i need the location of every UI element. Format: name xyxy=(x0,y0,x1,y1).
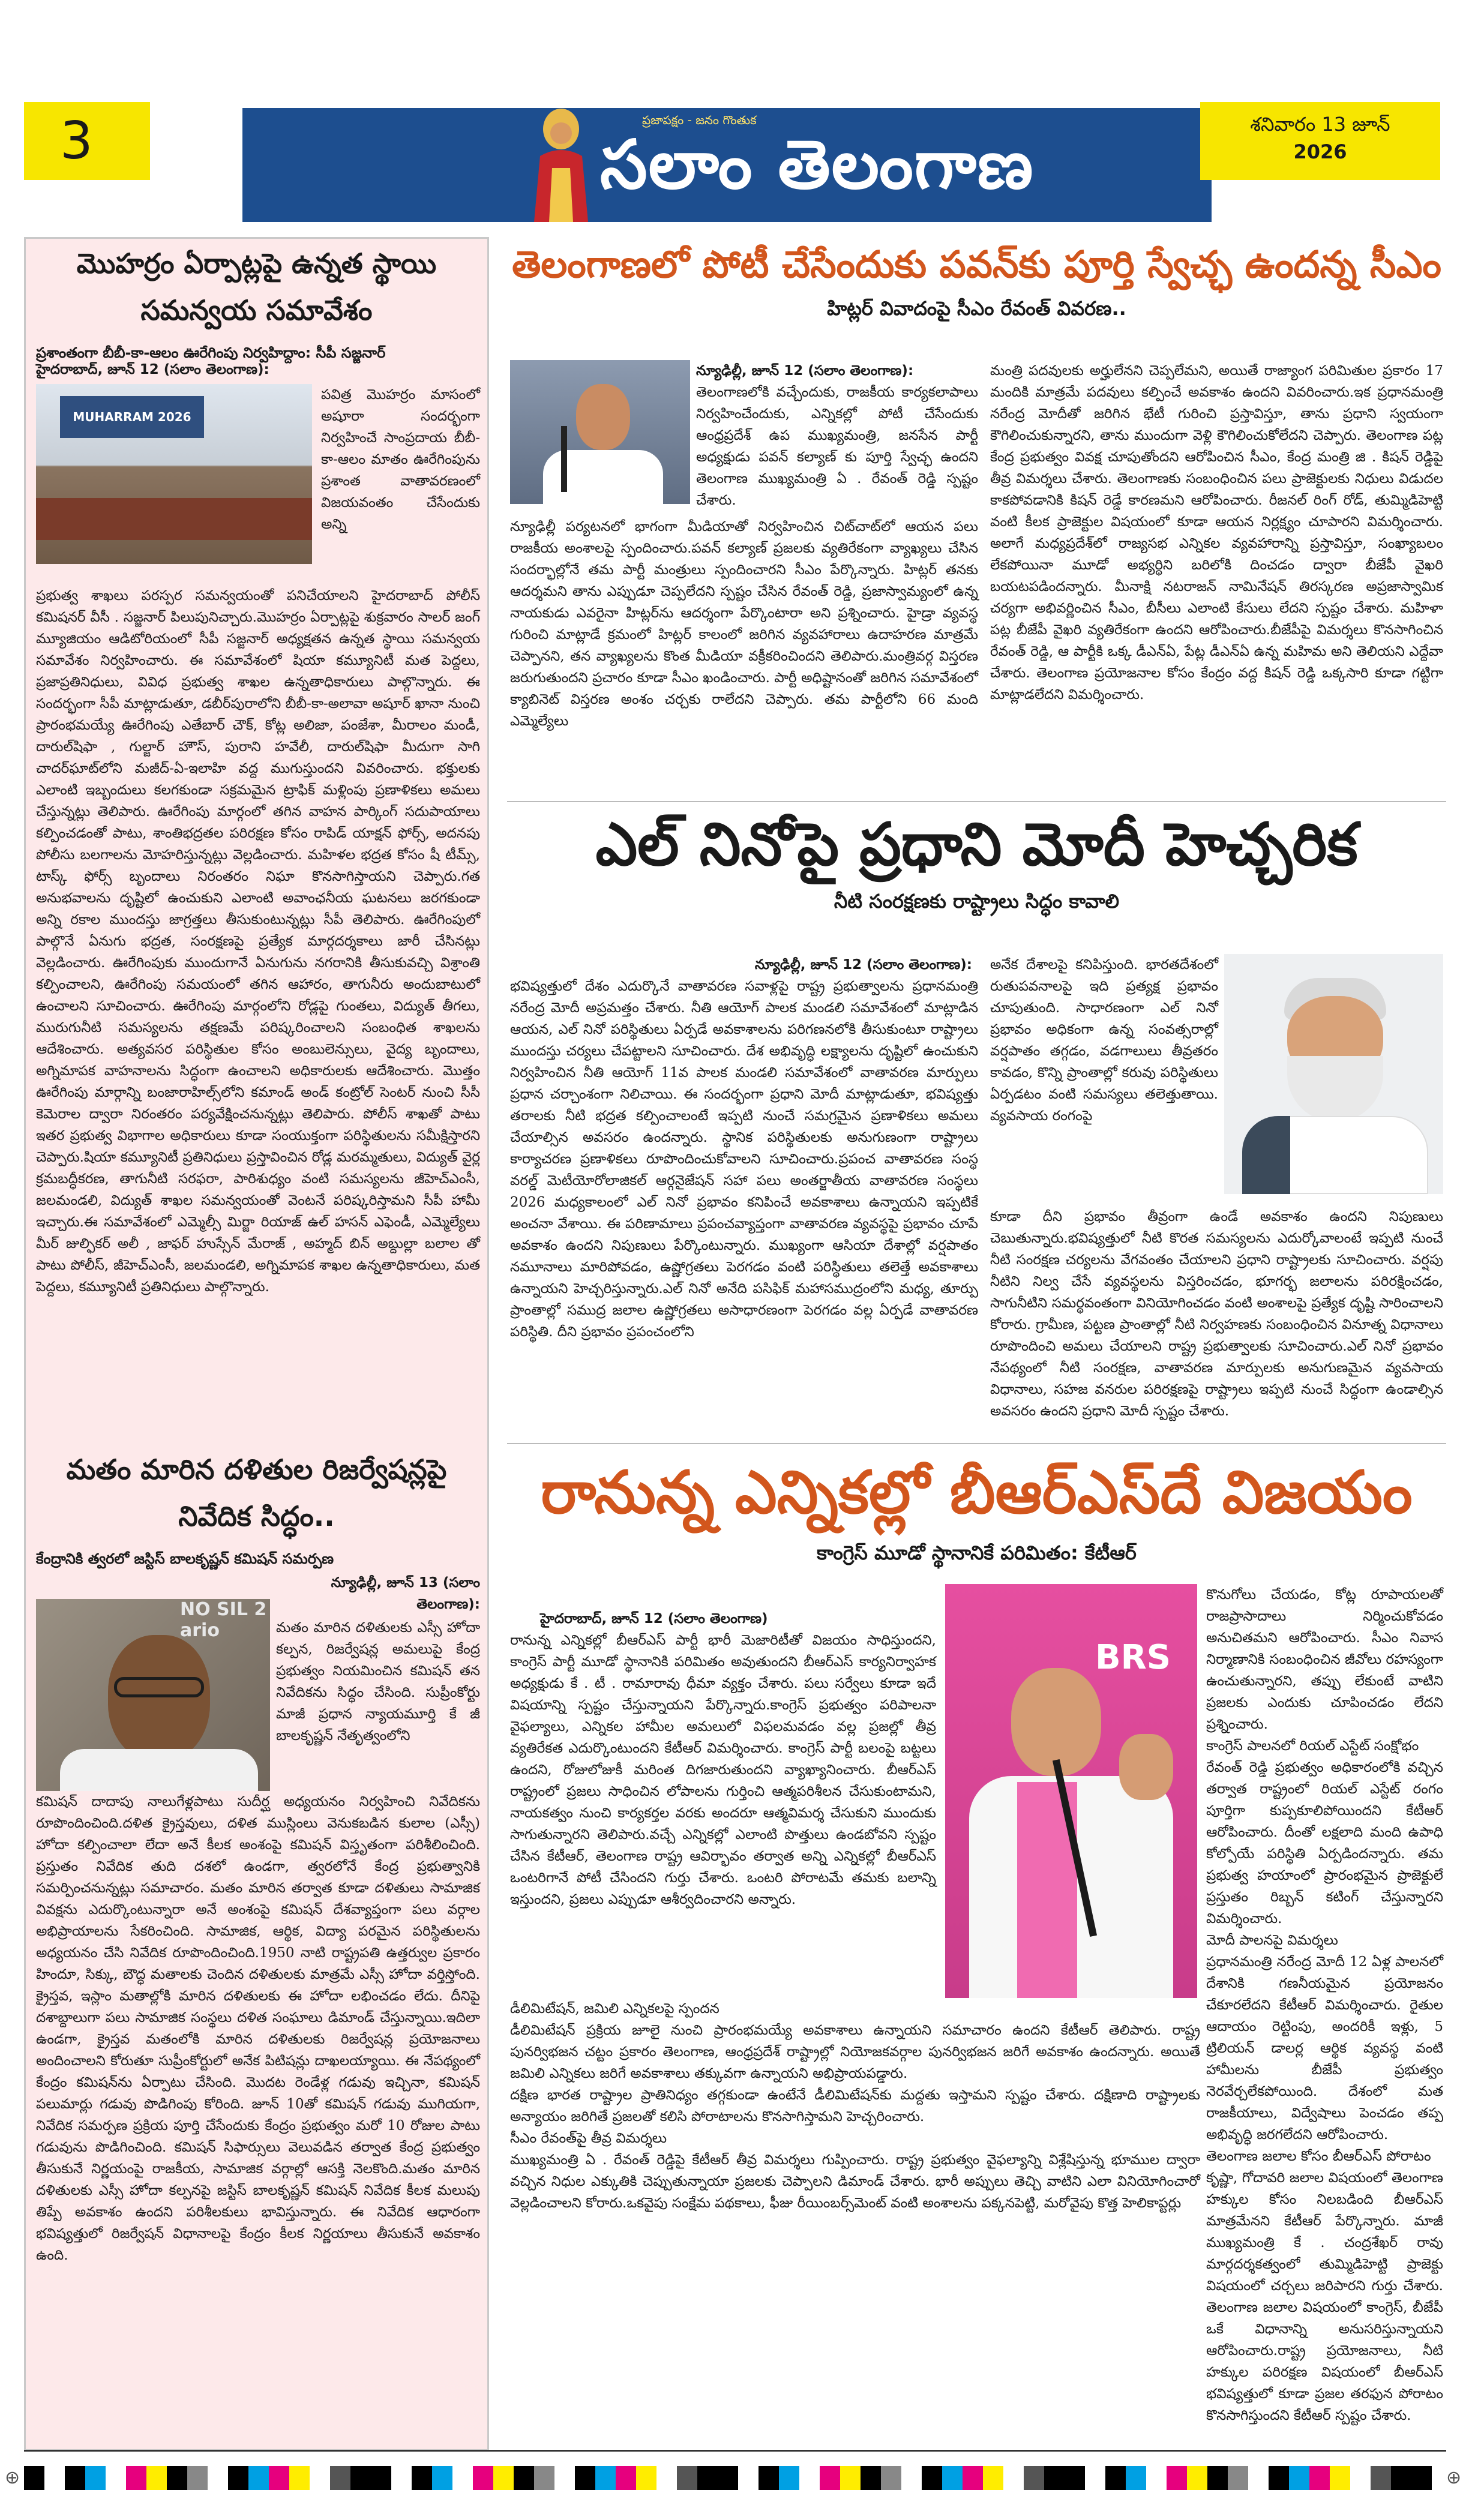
story-2-headline: ఎల్ నినోపై ప్రధాని మోదీ హెచ్చరిక xyxy=(595,811,1358,879)
story-2-body-col2-top: అనేక దేశాలపై కనిపిస్తుంది. భారతదేశంలో రుతుపవనాలపై ఇది ప్రత్యక్ష ప్రభావం చూపుతుంది. సాధారణంగా ఎల్ నినో ప్రభావం అధికంగా ఉన్న సంవత్సరాల్లో వర్షపాతం తగ్గడం, వడగాలులు తీవ్రతరం కావడం, కొన్ని ప్రాంతాల్లో కరువు పరిస్థితులు ఏర్పడటం వంటి సమస్యలు తలెత్తుతాయి. వ్యవసాయ రంగంపై xyxy=(990,957,1218,1124)
color-swatch xyxy=(248,2466,269,2490)
color-swatch xyxy=(1411,2466,1432,2490)
story-1-body-col1: న్యూఢిల్లీ పర్యటనలో భాగంగా మీడియాతో నిర్వహించిన చిట్‌చాట్‌లో ఆయన పలు రాజకీయ అంశాలపై స్పందించారు.పవన్ కల్యాణ్ ప్రజలకు వ్యతిరేకంగా వ్యాఖ్యలు చేసిన సందర్భాల్లోనే తమ పార్టీ మంత్రులు స్పందించారని సీఎం పేర్కొన్నారు. హిట్లర్ తనకు ఆదర్శమని తాను ఎప్పుడూ చెప్పలేదని స్పష్టం చేసిన రేవంత్ రెడ్డి, ప్రజాస్వామ్యంలో ఉన్న నాయకుడు ఎవరైనా హిట్లర్‌ను ఆదర్శంగా పేర్కొంటారా అని ప్రశ్నించారు. హైడ్రా వ్యవస్థ గురించి మాట్లాడే క్రమంలో హిట్లర్ కాలంలో జరిగిన వ్యవహారాలు ఉదాహరణ మాత్రమే చెప్పానని, తన వ్యాఖ్యలను కొంత మీడియా వక్రీకరించిందని తెలిపారు.మంత్రివర్గ విస్తరణ జరుగుతుందని ప్రచారం కూడా సీఎం ఖండించారు. పార్టీ అధిష్టానంతో జరిగిన సమావేశంలో క్యాబినెట్ విస్తరణ అంశం చర్చకు రాలేదని చెప్పారు. తమ పార్టీలోని 66 మంది ఎమ్మెల్యేలు xyxy=(510,519,978,729)
color-swatch xyxy=(881,2466,901,2490)
color-swatch xyxy=(656,2466,677,2490)
story-2-subheadline: నీటి సంరక్షణకు రాష్ట్రాలు సిద్ధం కావాలి xyxy=(834,890,1120,913)
color-swatch xyxy=(534,2466,554,2490)
justice-balakrishnan-photo xyxy=(36,1599,270,1791)
color-swatch xyxy=(575,2466,595,2490)
color-swatch xyxy=(697,2466,718,2490)
color-swatch xyxy=(65,2466,85,2490)
microphone-icon xyxy=(561,426,567,492)
color-swatch xyxy=(269,2466,289,2490)
section-divider xyxy=(507,1443,1446,1444)
color-swatch xyxy=(677,2466,697,2490)
color-swatch xyxy=(1167,2466,1187,2490)
color-swatch xyxy=(1187,2466,1207,2490)
color-swatch xyxy=(554,2466,575,2490)
color-swatch xyxy=(779,2466,799,2490)
masthead-tagline: ప్రజాపక్షం - జనం గొంతుక xyxy=(642,113,757,127)
color-swatch xyxy=(1105,2466,1126,2490)
color-swatch xyxy=(412,2466,432,2490)
page-bottom-rule xyxy=(24,2450,1446,2452)
story-2-dateline: న్యూఢిల్లీ, జూన్ 12 (సలాం తెలంగాణ): xyxy=(754,957,972,973)
color-swatch xyxy=(1371,2466,1391,2490)
color-swatch xyxy=(636,2466,656,2490)
color-swatch xyxy=(187,2466,208,2490)
color-swatch xyxy=(759,2466,779,2490)
section-divider xyxy=(507,801,1446,802)
photo-poster-text: NO SIL 2 ario xyxy=(180,1599,267,1641)
color-swatch xyxy=(371,2466,391,2490)
color-swatch xyxy=(901,2466,922,2490)
story-1-intro: తెలంగాణలోకి వచ్చేందుకు, రాజకీయ కార్యకలాపాలు నిర్వహించేందుకు, ఎన్నికల్లో పోటీ చేసేందుకు ఆంధ్రప్రదేశ్ ఉప ముఖ్యమంత్రి, జనసేన పార్టీ అధ్యక్షుడు పవన్ కల్యాణ్ కు పూర్తి స్వేచ్ఛ ఉందని తెలంగాణ ముఖ్యమంత్రి ఏ . రేవంత్ రెడ్డి స్పష్టం చేశారు. xyxy=(696,385,978,508)
photo-hand xyxy=(1119,1734,1173,1800)
color-swatch xyxy=(718,2466,738,2490)
left-story-1-intro: పవిత్ర మొహర్రం మాసంలో అషూరా సందర్భంగా నిర్వహించే సాంప్రదాయ బీబీ-కా-ఆలం మాతం ఊరేగింపును ప్రశాంత వాతావరణంలో విజయవంతం చేసేందుకు అన్ని xyxy=(321,387,480,532)
story-1-dateline: న్యూఢిల్లీ, జూన్ 12 (సలాం తెలంగాణ): xyxy=(696,363,914,379)
color-swatch xyxy=(473,2466,493,2490)
story-3-body-col2: కొనుగోలు చేయడం, కోట్ల రూపాయలతో రాజప్రాసాదాలు నిర్మించుకోవడం అనుచితమని ఆరోపించారు. సీఎం నివాస నిర్మాణానికి సంబంధించిన జీవోలు రహస్యంగా ఉంచుతున్నారని, తప్పు లేకుంటే వాటిని ప్రజలకు ఎందుకు చూపించడం లేదని ప్రశ్నించారు. కాంగ్రెస్ పాలనలో రియల్ ఎస్టేట్ సంక్షోభం రేవంత్ రెడ్డి ప్రభుత్వం అధికారంలోకి వచ్చిన తర్వాత రాష్ట్రంలో రియల్ ఎస్టేట్ రంగం పూర్తిగా కుప్పకూలిపోయిందని కేటీఆర్ ఆరోపించారు. దీంతో లక్షలాది మంది ఉపాధి కోల్పోయే పరిస్థితి ఏర్పడిందన్నారు. తమ ప్రభుత్వ హయాంలో ప్రారంభమైన ప్రాజెక్టులే ప్రస్తుతం రిబ్బన్ కటింగ్ చేస్తున్నారని విమర్శించారు. మోదీ పాలనపై విమర్శలు ప్రధానమంత్రి నరేంద్ర మోదీ 12 ఏళ్ల పాలనలో దేశానికి గణనీయమైన ప్రయోజనం చేకూరలేదని కేటీఆర్ విమర్శించారు. రైతుల ఆదాయం రెట్టింపు, అందరికీ ఇళ్లు, 5 ట్రిలియన్ డాలర్ల ఆర్థిక వ్యవస్థ వంటి హామీలను బీజేపీ ప్రభుత్వం నెరవేర్చలేకపోయింది. దేశంలో మత రాజకీయాలు, విద్వేషాలు పెంచడం తప్ప అభివృద్ధి జరగలేదని ఆరోపించారు. తెలంగాణ జలాల కోసం బీఆర్‌ఎస్ పోరాటం కృష్ణా, గోదావరి జలాల విషయంలో తెలంగాణ హక్కుల కోసం నిలబడింది బీఆర్‌ఎస్ మాత్రమేనని కేటీఆర్ పేర్కొన్నారు. మాజీ ముఖ్యమంత్రి కే . చంద్రశేఖర్ రావు మార్గదర్శకత్వంలో తుమ్మిడిహెట్టి ప్రాజెక్టు విషయంలో చర్చలు జరిపారని గుర్తు చేశారు. తెలంగాణ జలాల విషయంలో కాంగ్రెస్, బీజేపీ ఒకే విధానాన్ని అనుసరిస్తున్నాయని ఆరోపించారు.రాష్ట్ర ప్రయోజనాలు, నీటి హక్కుల పరిరక్షణ విషయంలో బీఆర్‌ఎస్ భవిష్యత్తులో కూడా ప్రజల తరఫున పోరాటం కొనసాగిస్తుందని కేటీఆర్ స్పష్టం చేశారు. xyxy=(1206,1587,1443,2423)
color-swatch xyxy=(44,2466,65,2490)
color-swatch xyxy=(146,2466,167,2490)
color-swatch xyxy=(1065,2466,1085,2490)
brs-logo-text: BRS xyxy=(1095,1638,1171,1677)
muharram-meeting-photo xyxy=(36,384,312,564)
left-story-2-intro: మతం మారిన దళితులకు ఎస్సీ హోదా కల్పన, రిజర్వేషన్ల అమలుపై కేంద్ర ప్రభుత్వం నియమించిన కమిషన్ తన నివేదికను సిద్ధం చేసింది. సుప్రీంకోర్టు మాజీ ప్రధాన న్యాయమూర్తి కే జీ బాలకృష్ణన్ నేతృత్వంలోని xyxy=(276,1620,480,1744)
color-swatch xyxy=(861,2466,881,2490)
registration-mark-icon: ⊕ xyxy=(5,2467,20,2488)
photo-banner xyxy=(60,396,204,438)
color-swatch xyxy=(350,2466,371,2490)
color-swatch xyxy=(514,2466,534,2490)
color-swatch xyxy=(1003,2466,1024,2490)
color-swatch xyxy=(24,2466,44,2490)
color-swatch xyxy=(1248,2466,1269,2490)
left-story-2-dateline: న్యూఢిల్లీ, జూన్ 13 (సలాం తెలంగాణ): xyxy=(331,1575,480,1612)
color-swatch xyxy=(595,2466,616,2490)
photo-table xyxy=(36,498,312,540)
goddess-emblem-icon xyxy=(528,96,594,222)
pm-modi-photo xyxy=(1224,954,1443,1194)
left-story-1-headline: మొహర్రం ఏర్పాట్లపై ఉన్నత స్థాయి సమన్వయ సమావేశం xyxy=(76,247,437,326)
glasses-icon xyxy=(114,1677,204,1697)
color-swatch xyxy=(228,2466,248,2490)
color-swatch xyxy=(616,2466,636,2490)
registration-mark-icon: ⊕ xyxy=(1446,2467,1462,2488)
story-1-subheadline: హిట్లర్ వివాదంపై సీఎం రేవంత్ వివరణ.. xyxy=(827,297,1126,320)
page-number: 3 xyxy=(60,111,93,171)
story-2-body-col2-bottom: కూడా దీని ప్రభావం తీవ్రంగా ఉండే అవకాశం ఉందని నిపుణులు చెబుతున్నారు.భవిష్యత్తులో నీటి కొరత సమస్యలను ఎదుర్కోవాలంటే ఇప్పటి నుంచే నీటి సంరక్షణ చర్యలను వేగవంతం చేయాలని ప్రధాని రాష్ట్రాలకు సూచించారు. వర్షపు నీటిని నిల్వ చేసే వ్యవస్థలను విస్తరించడం, భూగర్భ జలాలను పరిరక్షించడం, సాగునీటిని సమర్థవంతంగా వినియోగించడం వంటి అంశాలపై ప్రత్యేక దృష్టి సారించాలని కోరారు. గ్రామీణ, పట్టణ ప్రాంతాల్లో నీటి నిర్వహణకు సంబంధించిన వినూత్న విధానాలు రూపొందించి అమలు చేయాలని రాష్ట్ర ప్రభుత్వాలకు సూచించారు.ఎల్ నినో ప్రభావం నేపథ్యంలో నీటి సంరక్షణ, వాతావరణ మార్పులకు అనుగుణమైన వ్యవసాయ విధానాలు, సహజ వనరుల పరిరక్షణపై రాష్ట్రాలు ఇప్పటి నుంచే సిద్ధంగా ఉండాల్సిన అవసరం ఉందని ప్రధాని మోదీ స్పష్టం చేశారు. xyxy=(990,1209,1443,1419)
date-line-1: శనివారం 13 జూన్ xyxy=(1250,113,1390,136)
masthead-title: సలాం తెలంగాణ xyxy=(600,126,1035,204)
color-swatch xyxy=(738,2466,759,2490)
color-swatch xyxy=(289,2466,310,2490)
left-story-2-subheadline: కేంద్రానికి త్వరలో జస్టిస్ బాలకృష్ణన్ కమిషన్ సమర్పణ xyxy=(36,1550,334,1567)
color-swatch xyxy=(799,2466,820,2490)
color-swatch xyxy=(106,2466,126,2490)
story-2-body-col1: భవిష్యత్తులో దేశం ఎదుర్కొనే వాతావరణ సవాళ్లపై రాష్ట్ర ప్రభుత్వాలను ప్రధానమంత్రి నరేంద్ర మోదీ అప్రమత్తం చేశారు. నీతి ఆయోగ్ పాలక మండలి సమావేశంలో మాట్లాడిన ఆయన, ఎల్ నినో పరిస్థితులు ఏర్పడే అవకాశాలను పరిగణనలోకి తీసుకుంటూ రాష్ట్రాలు ముందస్తు చర్యలు చేపట్టాలని సూచించారు. దేశ అభివృద్ధి లక్ష్యాలను దృష్టిలో ఉంచుకుని నిర్వహించిన నీతి ఆయోగ్ 11వ పాలక మండలి సమావేశంలో వాతావరణ మార్పులు ప్రధాన చర్చాంశంగా నిలిచాయి. ఈ సందర్భంగా ప్రధాని మోదీ మాట్లాడుతూ, భవిష్యత్తు తరాలకు నీటి భద్రత కల్పించాలంటే ఇప్పటి నుంచే సమగ్రమైన ప్రణాళికలు అమలు చేయాల్సిన అవసరం ఉందన్నారు. స్థానిక పరిస్థితులకు అనుగుణంగా రాష్ట్రాలు కార్యాచరణ ప్రణాళికలు రూపొందించుకోవాలని సూచించారు.ప్రపంచ వాతావరణ సంస్థ వరల్డ్ మెటీయోరోలాజికల్ ఆర్గనైజేషన్ సహా పలు అంతర్జాతీయ వాతావరణ సంస్థలు 2026 మధ్యకాలంలో ఎల్ నినో ప్రభావం కనిపించే అవకాశాలు ఉన్నాయని ఇప్పటికే అంచనా వేశాయి. ఈ పరిణామాలు ప్రపంచవ్యాప్తంగా వాతావరణ వ్యవస్థపై ప్రభావం చూపే అవకాశం ఉందని నిపుణులు పేర్కొంటున్నారు. ముఖ్యంగా ఆసియా దేశాల్లో వర్షపాతం నమూనాలు మారిపోవడం, ఉష్ణోగ్రతలు పెరగడం వంటి పరిస్థితులు తలెత్తే అవకాశాలు ఉన్నాయని హెచ్చరిస్తున్నారు.ఎల్ నినో అనేది పసిఫిక్ మహాసముద్రంలోని మధ్య, తూర్పు ప్రాంతాల్లో సముద్ర జలాల ఉష్ణోగ్రతలు అసాధారణంగా పెరగడం వల్ల ఏర్పడే వాతావరణ పరిస్థితి. దీని ప్రభావం ప్రపంచంలోని xyxy=(510,979,978,1340)
date-box xyxy=(1200,102,1440,180)
color-swatch xyxy=(391,2466,412,2490)
page-number-box xyxy=(24,102,150,180)
left-story-1-dateline: హైదరాబాద్, జూన్ 12 (సలాం తెలంగాణ): xyxy=(36,362,269,377)
story-3-dateline: హైదరాబాద్, జూన్ 12 (సలాం తెలంగాణ) xyxy=(540,1611,768,1627)
color-swatch xyxy=(1269,2466,1289,2490)
left-story-2-headline: మతం మారిన దళితుల రిజర్వేషన్లపై నివేదిక సిద్ధం.. xyxy=(66,1453,447,1532)
color-swatch xyxy=(1024,2466,1044,2490)
photo-banner-text: MUHARRAM 2026 xyxy=(73,410,191,424)
story-1-headline: తెలంగాణలో పోటీ చేసేందుకు పవన్‌కు పూర్తి స్వేచ్ఛ ఉందన్న సీఎం xyxy=(512,242,1441,286)
color-swatch xyxy=(1330,2466,1350,2490)
color-swatch xyxy=(1350,2466,1371,2490)
color-swatch xyxy=(1044,2466,1065,2490)
photo-jacket xyxy=(1242,1116,1290,1194)
color-swatch xyxy=(1146,2466,1167,2490)
left-story-1-body: ప్రభుత్వ శాఖలు పరస్పర సమన్వయంతో పనిచేయాలని హైదరాబాద్ పోలీస్ కమిషనర్ వీసీ . సజ్జనార్ పిలుపునిచ్చారు.మొహర్రం ఏర్పాట్లపై శుక్రవారం సాలర్ జంగ్ మ్యూజియం ఆడిటోరియంలో సీపీ సజ్జనార్ అధ్యక్షతన ఉన్నత స్థాయి సమన్వయ సమావేశం నిర్వహించారు. ఈ సమావేశంలో షియా కమ్యూనిటీ మత పెద్దలు, ప్రజాప్రతినిధులు, వివిధ ప్రభుత్వ శాఖల ఉన్నతాధికారులు పాల్గొన్నారు. ఈ సందర్భంగా సీపీ మాట్లాడుతూ, డబీర్‌పురాలోని బీబీ-కా-అలావా అషూర్ ఖానా నుంచి ప్రారంభమయ్యే ఊరేగింపు ఎతేబార్ చౌక్, కోట్ల అలిజా, పంజేశా, మీరాలం మండీ, దారుల్‌షిఫా , గుల్జార్ హౌస్, పురాని హవేలీ, దారుల్‌షిఫా మీదుగా సాగి చాదర్‌ఘాట్‌లోని మజీద్-ఏ-ఇలాహి వద్ద ముగుస్తుందని వివరించారు. భక్తులకు ఎలాంటి ఇబ్బందులు కలగకుండా సక్రమమైన ట్రాఫిక్ మళ్లింపు ప్రణాళికలు అమలు చేస్తున్నట్లు తెలిపారు. ఊరేగింపు మార్గంలో తగిన వాహన పార్కింగ్ సదుపాయాలు కల్పించడంతో పాటు, శాంతిభద్రతల పరిరక్షణ కోసం రాపిడ్ యాక్షన్ ఫోర్స్, అదనపు పోలీసు బలగాలను మోహరిస్తున్నట్లు వెల్లడించారు. మహిళల భద్రత కోసం షీ టీమ్స్, టాస్క్ ఫోర్స్ బృందాలు నిరంతరం నిఘా కొనసాగిస్తాయని చెప్పారు.గత అనుభవాలను దృష్టిలో ఉంచుకుని ఎలాంటి అవాంఛనీయ ఘటనలు జరగకుండా అన్ని రకాల ముందస్తు జాగ్రత్తలు తీసుకుంటున్నట్లు సీపీ తెలిపారు. ఊరేగింపులో పాల్గొనే ఏనుగు భద్రత, సంరక్షణపై ప్రత్యేక మార్గదర్శకాలు జారీ చేసినట్లు వెల్లడించారు. ఊరేగింపుకు ముందుగానే ఏనుగును నగరానికి తీసుకువచ్చి విశ్రాంతి కల్పించాలని, ఊరేగింపు సమయంలో తగిన ఆహారం, తాగునీరు అందుబాటులో ఉంచాలని సూచించారు. ఊరేగింపు మార్గంలోని రోడ్లపై గుంతలు, విద్యుత్ తీగలు, మురుగునీటి సమస్యలను తక్షణమే పరిష్కరించాలని సంబంధిత శాఖలను ఆదేశించారు. అత్యవసర పరిస్థితుల కోసం అంబులెన్సులు, వైద్య బృందాలు, అగ్నిమాపక వాహనాలను సిద్ధంగా ఉంచాలని అధికారులకు ఆదేశించారు. మొత్తం ఊరేగింపు మార్గాన్ని బంజారాహిల్స్‌లోని కమాండ్ అండ్ కంట్రోల్ సెంటర్ నుంచి సీసీ కెమెరాల ద్వారా నిరంతరం పర్యవేక్షించనున్నట్లు తెలిపారు. పోలీస్ శాఖతో పాటు ఇతర ప్రభుత్వ విభాగాల అధికారులు కూడా సంయుక్తంగా పరిస్థితులను సమీక్షిస్తారని చెప్పారు.షియా కమ్యూనిటీ ప్రతినిధులు ప్రస్తావించిన రోడ్ల మరమ్మతులు, విద్యుత్ వైర్ల క్రమబద్ధీకరణ, తాగునీటి సరఫరా, పారిశుధ్యం వంటి సమస్యలను జీహెచ్ఎంసీ, జలమండలి, విద్యుత్ శాఖల సమన్వయంతో వెంటనే పరిష్కరిస్తామని సీపీ హామీ ఇచ్చారు.ఈ సమావేశంలో ఎమ్మెల్సీ మిర్జా రియాజ్ ఉల్ హసన్ ఎఫెండీ, ఎమ్మెల్యేలు మీర్ జుల్ఫికర్ అలీ , జాఫర్ హుస్సేన్ మేరాజ్ , అహ్మద్ బిన్ అబ్దుల్లా బలాల తో పాటు పోలీస్, జీహెచ్ఎంసీ, జలమండలి, అగ్నిమాపక శాఖల ఉన్నతాధికారులు, మత పెద్దలు, కమ్యూనిటీ ప్రతినిధులు పాల్గొన్నారు. xyxy=(36,588,480,1295)
color-swatch xyxy=(983,2466,1003,2490)
color-swatch xyxy=(963,2466,983,2490)
photo-coat xyxy=(60,1749,258,1791)
color-swatch xyxy=(126,2466,146,2490)
color-swatch xyxy=(840,2466,861,2490)
story-3-body-lower: డీలిమిటేషన్, జమిలి ఎన్నికలపై స్పందన డీలిమిటేషన్ ప్రక్రియ జూలై నుంచి ప్రారంభమయ్యే అవకాశాలు ఉన్నాయని సమాచారం ఉందని కేటీఆర్ తెలిపారు. రాష్ట్ర పునర్విభజన చట్టం ప్రకారం తెలంగాణ, ఆంధ్రప్రదేశ్ రాష్ట్రాల్లో నియోజకవర్గాల పునర్విభజన జరిగే అవకాశం ఉందన్నారు. అయితే జమిలి ఎన్నికలు జరిగే అవకాశాలు తక్కువగా ఉన్నాయని అభిప్రాయపడ్డారు. దక్షిణ భారత రాష్ట్రాల ప్రాతినిధ్యం తగ్గకుండా ఉంటేనే డీలిమిటేషన్‌కు మద్దతు ఇస్తామని స్పష్టం చేశారు. దక్షిణాది రాష్ట్రాలకు అన్యాయం జరిగితే ప్రజలతో కలిసి పోరాటాలను కొనసాగిస్తామని హెచ్చరించారు. సీఎం రేవంత్‌పై తీవ్ర విమర్శలు ముఖ్యమంత్రి ఏ . రేవంత్ రెడ్డిపై కేటీఆర్ తీవ్ర విమర్శలు గుప్పించారు. రాష్ట్ర ప్రభుత్వం వైఫల్యాన్ని విశ్లేషిస్తున్న భూముల ద్వారా వచ్చిన నిధుల ఎక్కుతికి చెప్పుతున్నాయా ప్రజలకు చెప్పాలని డిమాండ్ చేశారు. భారీ అప్పులు తెచ్చి వాటిని ఎలా వినియోగించారో వెల్లడించాలని కోరారు.ఒకవైపు సంక్షేమ పథకాలు, ఫీజు రీయింబర్స్‌మెంట్ వంటి అంశాలను పక్కనపెట్టి, మరోవైపు కొత్త హెలికాప్టర్లు xyxy=(510,2001,1200,2211)
ktr-photo xyxy=(945,1584,1197,1998)
color-swatch xyxy=(310,2466,330,2490)
left-story-2-body: కమిషన్ దాదాపు నాలుగేళ్లపాటు సుదీర్ఘ అధ్యయనం నిర్వహించి నివేదికను రూపొందించింది.దళిత క్రైస్తవులు, దళిత ముస్లింలు వెనుకబడిన కులాల (ఎస్సీ) హోదా కల్పించాలా లేదా అనే కీలక అంశంపై కమిషన్ విస్తృతంగా పరిశీలించింది. ప్రస్తుతం నివేదిక తుది దశలో ఉండగా, త్వరలోనే కేంద్ర ప్రభుత్వానికి సమర్పించనున్నట్లు సమాచారం. మతం మారిన తర్వాత కూడా దళితులు సామాజిక వివక్షను ఎదుర్కొంటున్నారా అనే అంశంపై కమిషన్ దేశవ్యాప్తంగా పలు వర్గాల అభిప్రాయాలను సేకరించింది. సామాజిక, ఆర్థిక, విద్యా పరమైన పరిస్థితులను అధ్యయనం చేసి నివేదిక రూపొందించింది.1950 నాటి రాష్ట్రపతి ఉత్తర్వుల ప్రకారం హిందూ, సిక్కు, బౌద్ధ మతాలకు చెందిన దళితులకు మాత్రమే ఎస్సీ హోదా వర్తిస్తోంది. క్రైస్తవ, ఇస్లాం మతాల్లోకి మారిన దళితులకు ఈ హోదా లభించడం లేదు. దీనిపై దశాబ్దాలుగా పలు సామాజిక సంస్థలు దళిత సంఘాలు డిమాండ్ చేస్తున్నాయి.ఇదిలా ఉండగా, క్రైస్తవ మతంలోకి మారిన దళితులకు రిజర్వేషన్ల ప్రయోజనాలు అందించాలని కోరుతూ సుప్రీంకోర్టులో అనేక పిటిషన్లు దాఖలయ్యాయి. ఈ నేపథ్యంలో కేంద్రం కమిషన్‌ను ఏర్పాటు చేసింది. మొదట రెండేళ్ల గడువు ఇచ్చినా, కమిషన్ పలుమార్లు గడువు పొడిగింపు కోరింది. జూన్ 10తో కమిషన్ గడువు ముగియగా, నివేదిక సమర్పణ ప్రక్రియ పూర్తి చేసేందుకు కేంద్రం ప్రభుత్వం మరో 10 రోజుల పాటు గడువును పొడిగించింది. కమిషన్ సిఫార్సులు వెలువడిన తర్వాత కేంద్ర ప్రభుత్వం తీసుకునే నిర్ణయంపై రాజకీయ, సామాజిక వర్గాల్లో ఆసక్తి నెలకొంది.మతం మారిన దళితులకు ఎస్సీ హోదా కల్పనపై జస్టిస్ బాలకృష్ణన్ కమిషన్ నివేదిక కీలక మలుపు తిప్పే అవకాశం ఉందని పరిశీలకులు భావిస్తున్నారు. ఈ నివేదిక ఆధారంగా భవిష్యత్తులో రిజర్వేషన్ విధానాలపై కేంద్రం కీలక నిర్ణయాలు తీసుకునే అవకాశం ఉంది. xyxy=(36,1794,480,2263)
print-color-bar xyxy=(24,2466,1446,2490)
color-swatch xyxy=(493,2466,514,2490)
date-line-2: 2026 xyxy=(1293,140,1347,163)
story-3-subheadline: కాంగ్రెస్ మూడో స్థానానికే పరిమితం: కేటీఆర్ xyxy=(817,1541,1137,1564)
color-swatch xyxy=(1085,2466,1105,2490)
color-swatch xyxy=(1207,2466,1228,2490)
revanth-reddy-photo xyxy=(510,360,690,504)
color-swatch xyxy=(1126,2466,1146,2490)
left-story-1-subheadline: ప్రశాంతంగా బీబీ-కా-ఆలం ఊరేగింపు నిర్వహిద్దాం: సీపీ సజ్జనార్ xyxy=(36,344,386,361)
story-3-headline: రానున్న ఎన్నికల్లో బీఆర్‌ఎస్‌దే విజయం xyxy=(541,1459,1413,1527)
color-swatch xyxy=(820,2466,840,2490)
color-swatch xyxy=(432,2466,452,2490)
photo-head xyxy=(576,384,630,450)
color-swatch xyxy=(452,2466,473,2490)
color-swatch xyxy=(1228,2466,1248,2490)
story-3-body-col1: రానున్న ఎన్నికల్లో బీఆర్‌ఎస్ పార్టీ భారీ మెజారిటీతో విజయం సాధిస్తుందని, కాంగ్రెస్ పార్టీ మూడో స్థానానికి పరిమితం అవుతుందని బీఆర్‌ఎస్ కార్యనిర్వాహక అధ్యక్షుడు కే . టీ . రామారావు ధీమా వ్యక్తం చేశారు. పలు సర్వేలు కూడా ఇదే విషయాన్ని స్పష్టం చేస్తున్నాయని పేర్కొన్నారు.కాంగ్రెస్ ప్రభుత్వం పరిపాలనా వైఫల్యాలు, ఎన్నికల హామీల అమలులో విఫలమవడం వల్ల ప్రజల్లో తీవ్ర వ్యతిరేకత ఎదుర్కొంటుందని కేటీఆర్ విమర్శించారు. కాంగ్రెస్ పార్టీ బలంపై బట్టలు ఉందని, రోజులోజుకీ మరింత దిగజారుతుందని వ్యాఖ్యానించారు. బీఆర్‌ఎస్ రాష్ట్రంలో ప్రజలు సాధించిన లోపాలను గుర్తించి ఆత్మపరిశీలన చేసుకుంటామని, నాయకత్వం నుంచి కార్యకర్తల వరకు అందరూ ఆత్మవిమర్శ చేసుకుని ముందుకు సాగుతున్నారని తెలిపారు.వచ్చే ఎన్నికల్లో ఎలాంటి పొత్తులు ఉండబోవని స్పష్టం చేసిన కేటీఆర్, తెలంగాణ రాష్ట్ర ఆవిర్భావం తర్వాత అన్ని ఎన్నికల్లో బీఆర్‌ఎస్ ఒంటరిగానే పోటీ చేసిందని గుర్తు చేశారు. ఒంటరి పోరాటమే తమకు బలాన్ని ఇస్తుందని, ప్రజలు ఎప్పుడూ ఆశీర్వదించారని అన్నారు. xyxy=(510,1633,936,1907)
story-1-body-col2: మంత్రి పదవులకు అర్హులేనని చెప్పలేమని, అయితే రాజ్యాంగ పరిమితుల ప్రకారం 17 మందికి మాత్రమే పదవులు కల్పించే అవకాశం ఉందని వివరించారు.ఇక ప్రధానమంత్రి నరేంద్ర మోదీతో జరిగిన భేటీ గురించి ప్రస్తావిస్తూ, తాను ప్రధాని స్వయంగా కౌగిలించుకున్నారని, తాను ముందుగా వెళ్లి కౌగిలించుకోలేదని చెప్పారు. తెలంగాణ పట్ల కేంద్ర ప్రభుత్వం వివక్ష చూపుతోందని ఆరోపించిన సీఎం, కేంద్ర మంత్రి జి . కిషన్ రెడ్డిపై తీవ్ర విమర్శలు చేశారు. తెలంగాణకు సంబంధించిన పలు ప్రాజెక్టులకు నిధులు విడుదల కాకపోవడానికి కిషన్ రెడ్డే కారణమని ఆరోపించారు. రీజనల్ రింగ్ రోడ్, తుమ్మిడిహెట్టి వంటి కీలక ప్రాజెక్టుల విషయంలో కూడా ఆయన నిర్లక్ష్యం చూపారని విమర్శించారు. అలాగే మధ్యప్రదేశ్‌లో రాజ్యసభ ఎన్నికల వ్యవహారాన్ని ప్రస్తావిస్తూ, సంఖ్యాబలం లేకపోయినా మూడో అభ్యర్థిని బరిలోకి దించడం ద్వారా బీజేపీ వైఖరి బయటపడిందన్నారు. మీనాక్షి నటరాజన్ నామినేషన్ తిరస్కరణ అప్రజాస్వామిక చర్యగా అభివర్ణించిన సీఎం, బీసీలు ఎలాంటి కేసులు లేదని స్పష్టం చేశారు. మహిళా పట్ల బీజేపీ వైఖరి వ్యతిరేకంగా ఉందని ఆరోపించారు.బీజేపీపై విమర్శలు కొనసాగించిన రేవంత్ రెడ్డి, ఆ పార్టీకి ఒక్క డీఎన్ఏ, పేట్ల డీఎన్ఏ ఉన్న మహిమ అని తెలియని ఎద్దేవా చేశారు. తెలంగాణ ప్రయోజనాల కోసం కేంద్రం వద్ద కిషన్ రెడ్డి ఒక్కసారి కూడా గట్టిగా మాట్లాడలేదని విమర్శించారు. xyxy=(990,363,1443,703)
color-swatch xyxy=(1309,2466,1330,2490)
photo-face xyxy=(108,1635,210,1761)
color-swatch xyxy=(1289,2466,1309,2490)
color-swatch xyxy=(922,2466,942,2490)
color-swatch xyxy=(85,2466,106,2490)
color-swatch xyxy=(330,2466,350,2490)
photo-beard xyxy=(1287,1056,1383,1122)
color-swatch xyxy=(1391,2466,1411,2490)
color-swatch xyxy=(208,2466,228,2490)
color-swatch xyxy=(167,2466,187,2490)
color-swatch xyxy=(942,2466,963,2490)
